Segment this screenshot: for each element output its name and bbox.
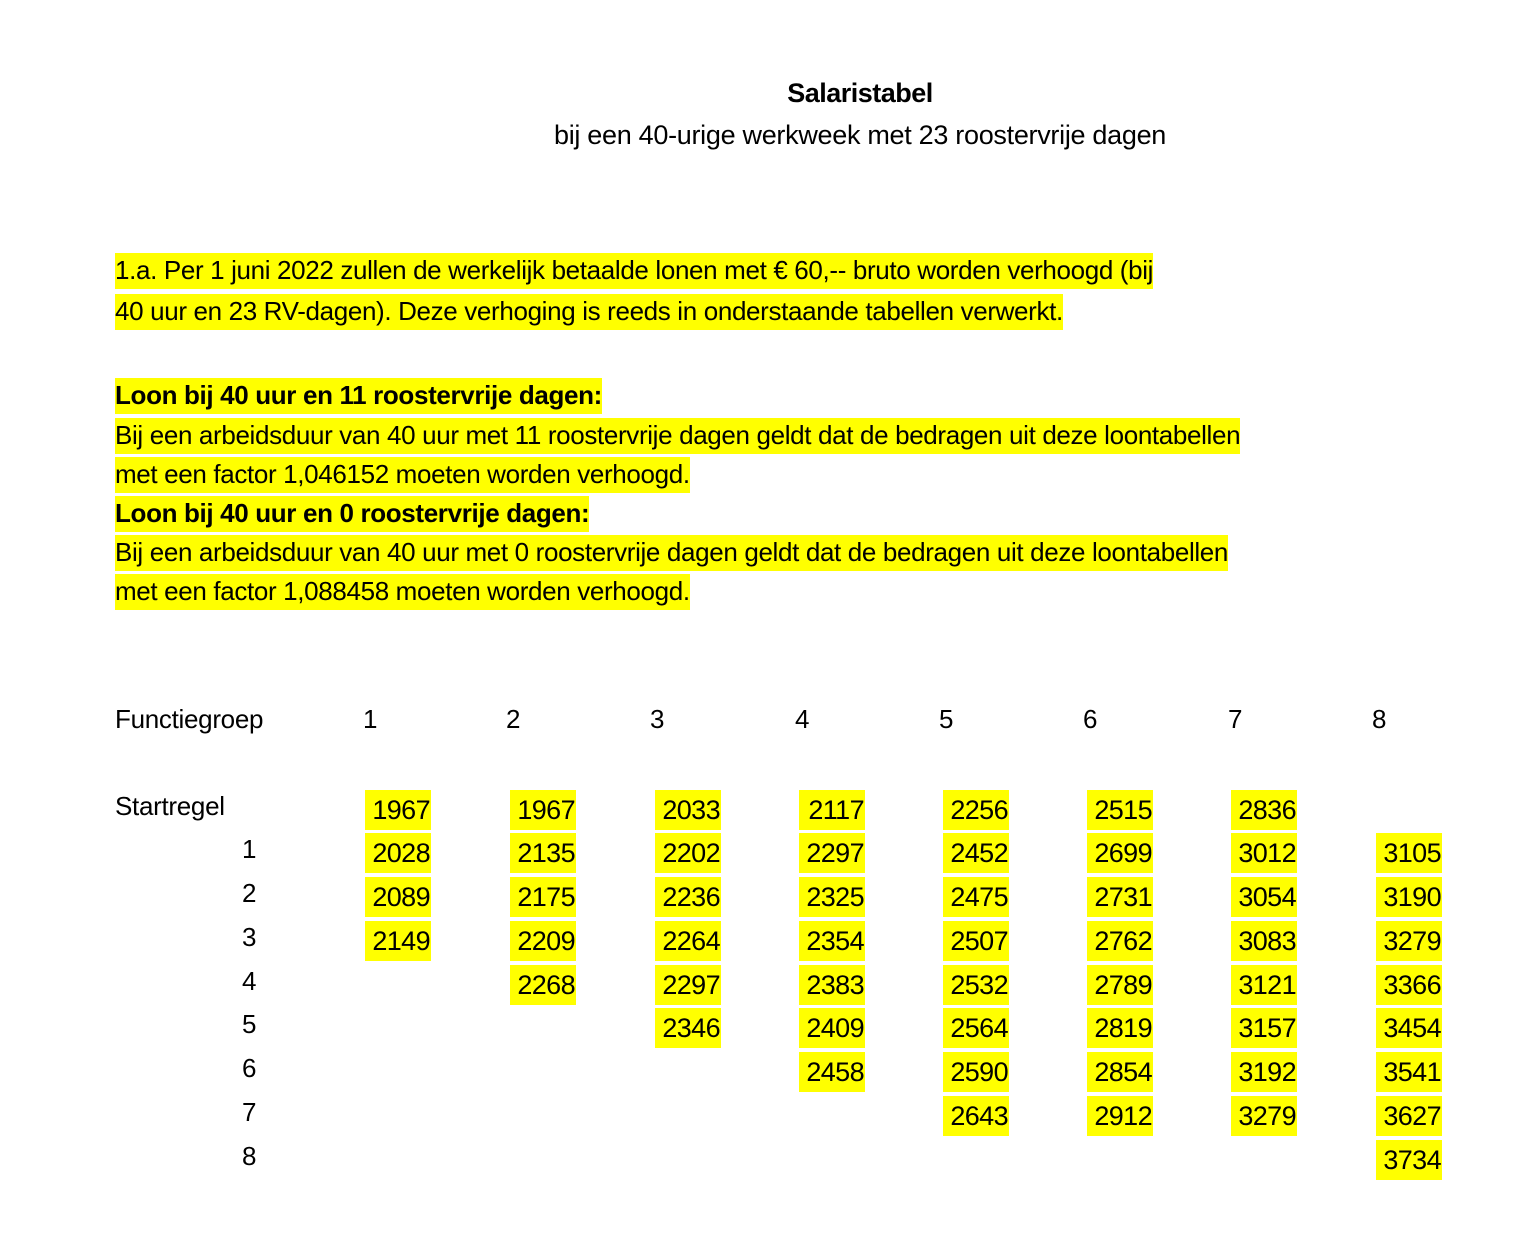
salary-value: 2209	[517, 926, 575, 956]
salary-value: 2590	[950, 1057, 1008, 1087]
salary-value: 2297	[662, 970, 720, 1000]
salary-cell	[943, 965, 1009, 1005]
salary-cell	[1087, 1096, 1153, 1136]
salary-value: 2297	[806, 838, 864, 868]
salary-value: 3190	[1383, 882, 1441, 912]
salary-cell	[1087, 965, 1153, 1005]
salary-value: 3083	[1238, 926, 1296, 956]
salary-value: 2325	[806, 882, 864, 912]
salary-value: 2236	[662, 882, 720, 912]
salary-value: 2175	[517, 882, 575, 912]
salary-value: 2912	[1094, 1101, 1152, 1131]
salary-cell	[365, 921, 431, 961]
salary-value: 2346	[662, 1013, 720, 1043]
page-subtitle: bij een 40-urige werkweek met 23 roostervrije dagen	[553, 120, 1167, 150]
group-header-4: 4	[795, 704, 810, 734]
salary-cell	[943, 833, 1009, 873]
section-11-line-1: Bij een arbeidsduur van 40 uur met 11 roostervrije dagen geldt dat de bedragen uit deze loontabellen	[115, 418, 1240, 454]
group-header-7: 7	[1228, 704, 1243, 734]
salary-cell	[943, 921, 1009, 961]
salary-cell	[1087, 1008, 1153, 1048]
row-label-8: 8	[242, 1141, 257, 1171]
salary-cell	[1231, 1096, 1297, 1136]
salary-cell	[510, 921, 576, 961]
row-label-1: 1	[242, 834, 257, 864]
salary-value: 2149	[372, 926, 430, 956]
salary-cell	[799, 1052, 865, 1092]
salary-value: 2117	[808, 795, 864, 825]
salary-cell	[1087, 877, 1153, 917]
row-label-5: 5	[242, 1009, 257, 1039]
salary-cell	[1376, 877, 1442, 917]
salary-cell	[1376, 833, 1442, 873]
salary-cell	[1376, 1052, 1442, 1092]
salary-value: 3157	[1238, 1013, 1296, 1043]
salary-value: 2383	[806, 970, 864, 1000]
row-label-2: 2	[242, 878, 257, 908]
salary-value: 2033	[662, 795, 720, 825]
section-11-line-2: met een factor 1,046152 moeten worden verhoogd.	[115, 457, 690, 493]
salary-value: 3105	[1383, 838, 1441, 868]
salary-value: 2202	[662, 838, 720, 868]
salary-value: 2268	[517, 970, 575, 1000]
salary-value: 2475	[950, 882, 1008, 912]
salary-value: 2089	[372, 882, 430, 912]
salary-value: 2507	[950, 926, 1008, 956]
group-header-8: 8	[1372, 704, 1387, 734]
salary-cell	[655, 921, 721, 961]
salary-cell	[365, 877, 431, 917]
salary-cell	[655, 965, 721, 1005]
group-header-5: 5	[939, 704, 954, 734]
salary-value: 2354	[806, 926, 864, 956]
salary-value: 2458	[806, 1057, 864, 1087]
salary-value: 1967	[517, 795, 575, 825]
salary-cell	[1231, 1052, 1297, 1092]
salary-value: 3366	[1383, 970, 1441, 1000]
salary-value: 2789	[1094, 970, 1152, 1000]
salary-value: 3121	[1238, 970, 1296, 1000]
salary-value: 2532	[950, 970, 1008, 1000]
intro-line-2: 40 uur en 23 RV-dagen). Deze verhoging is reeds in onderstaande tabellen verwerkt.	[115, 294, 1063, 330]
salary-cell	[1231, 790, 1297, 830]
salary-value: 2819	[1094, 1013, 1152, 1043]
salary-value: 2135	[517, 838, 575, 868]
salary-cell	[799, 877, 865, 917]
section-0-line-2: met een factor 1,088458 moeten worden verhoogd.	[115, 574, 690, 610]
group-header-2: 2	[506, 704, 521, 734]
salary-value: 3012	[1238, 838, 1296, 868]
section-11-heading: Loon bij 40 uur en 11 roostervrije dagen:	[115, 378, 602, 414]
group-header-6: 6	[1083, 704, 1098, 734]
salary-cell	[1231, 965, 1297, 1005]
salary-cell	[510, 833, 576, 873]
salary-cell	[943, 1008, 1009, 1048]
salary-cell	[1087, 790, 1153, 830]
row-label-7: 7	[242, 1097, 257, 1127]
salary-value: 2028	[372, 838, 430, 868]
salary-value: 2515	[1094, 795, 1152, 825]
salary-value: 2256	[950, 795, 1008, 825]
salary-cell	[1376, 1008, 1442, 1048]
salary-value: 3734	[1383, 1145, 1441, 1175]
salary-cell	[365, 790, 431, 830]
salary-cell	[1087, 1052, 1153, 1092]
salary-value: 2564	[950, 1013, 1008, 1043]
salary-cell	[799, 790, 865, 830]
salary-cell	[1376, 1140, 1442, 1180]
salary-value: 3192	[1238, 1057, 1296, 1087]
salary-cell	[1376, 1096, 1442, 1136]
page-title: Salaristabel	[787, 78, 933, 108]
salary-value: 2731	[1094, 882, 1152, 912]
salary-cell	[1087, 921, 1153, 961]
salary-value: 3279	[1238, 1101, 1296, 1131]
salary-cell	[1231, 877, 1297, 917]
salary-cell	[655, 790, 721, 830]
salary-value: 2836	[1238, 795, 1296, 825]
salary-value: 2699	[1094, 838, 1152, 868]
salary-value: 2854	[1094, 1057, 1152, 1087]
salary-value: 3279	[1383, 926, 1441, 956]
intro-line-1: 1.a. Per 1 juni 2022 zullen de werkelijk betaalde lonen met € 60,-- bruto worden verhoogd (bij	[115, 253, 1153, 289]
salary-cell	[943, 1052, 1009, 1092]
row-label-6: 6	[242, 1053, 257, 1083]
salary-cell	[655, 877, 721, 917]
salary-value: 3541	[1383, 1057, 1441, 1087]
salary-cell	[1231, 1008, 1297, 1048]
salary-value: 1967	[372, 795, 430, 825]
salary-cell	[943, 877, 1009, 917]
salary-cell	[799, 1008, 865, 1048]
group-header-3: 3	[650, 704, 665, 734]
salary-cell	[510, 965, 576, 1005]
salary-cell	[510, 877, 576, 917]
salary-cell	[510, 790, 576, 830]
salary-cell	[799, 833, 865, 873]
salary-cell	[799, 965, 865, 1005]
salary-cell	[1231, 833, 1297, 873]
salary-value: 2409	[806, 1013, 864, 1043]
section-0-line-1: Bij een arbeidsduur van 40 uur met 0 roostervrije dagen geldt dat de bedragen uit deze loontabellen	[115, 535, 1228, 571]
salary-cell	[943, 790, 1009, 830]
salary-cell	[655, 1008, 721, 1048]
salary-cell	[1376, 965, 1442, 1005]
salary-value: 3054	[1238, 882, 1296, 912]
salary-cell	[1376, 921, 1442, 961]
salary-cell	[1087, 833, 1153, 873]
salary-value: 2643	[950, 1101, 1008, 1131]
salary-value: 3627	[1383, 1101, 1441, 1131]
salary-value: 3454	[1383, 1013, 1441, 1043]
salary-value: 2762	[1094, 926, 1152, 956]
salary-cell	[655, 833, 721, 873]
salary-value: 2264	[662, 926, 720, 956]
salary-cell	[943, 1096, 1009, 1136]
salary-cell	[1231, 921, 1297, 961]
row-label-4: 4	[242, 966, 257, 996]
table-header-label: Functiegroep	[115, 704, 264, 734]
salary-cell	[365, 833, 431, 873]
row-label-startregel: Startregel	[115, 791, 225, 821]
section-0-heading: Loon bij 40 uur en 0 roostervrije dagen:	[115, 496, 589, 532]
group-header-1: 1	[363, 704, 378, 734]
row-label-3: 3	[242, 922, 257, 952]
salary-value: 2452	[950, 838, 1008, 868]
salary-cell	[799, 921, 865, 961]
